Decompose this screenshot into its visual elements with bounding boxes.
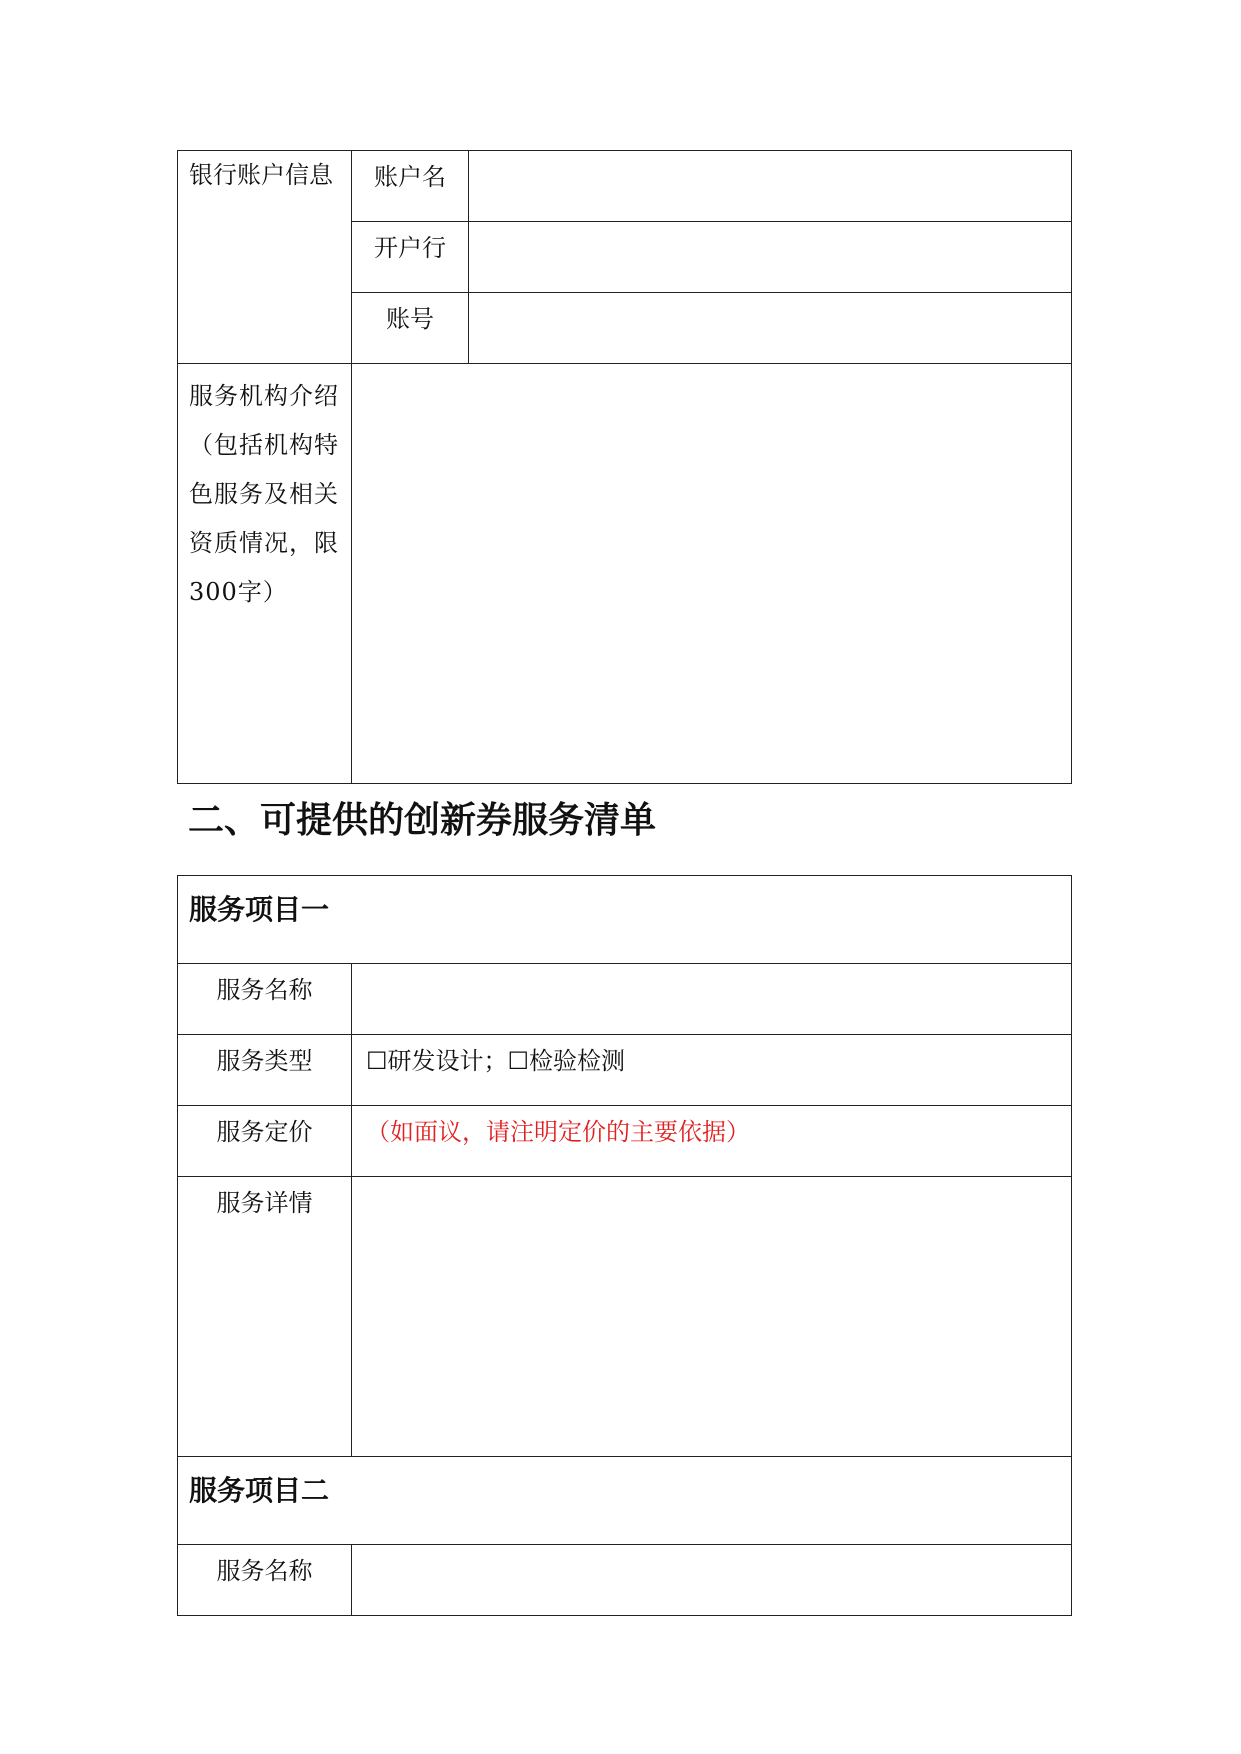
account-number-label: 账号 xyxy=(352,293,469,364)
service-type-options[interactable]: ☐研发设计；☐检验检测 xyxy=(352,1035,1072,1106)
org-intro-field[interactable] xyxy=(352,364,1072,784)
service-detail-field[interactable] xyxy=(352,1177,1072,1457)
service-list-table xyxy=(177,875,1072,1616)
service-name-field[interactable] xyxy=(352,964,1072,1035)
project-one-title: 服务项目一 xyxy=(178,876,1072,964)
service-name-label-2: 服务名称 xyxy=(178,1545,352,1616)
service-price-hint[interactable]: （如面议，请注明定价的主要依据） xyxy=(352,1106,1072,1177)
service-price-label: 服务定价 xyxy=(178,1106,352,1177)
bank-account-section-label: 银行账户信息 xyxy=(178,151,352,364)
service-type-label: 服务类型 xyxy=(178,1035,352,1106)
bank-label: 开户行 xyxy=(352,222,469,293)
account-number-field[interactable] xyxy=(469,293,1072,364)
project-two-title: 服务项目二 xyxy=(178,1457,1072,1545)
bank-field[interactable] xyxy=(469,222,1072,293)
service-name-label: 服务名称 xyxy=(178,964,352,1035)
account-name-label: 账户名 xyxy=(352,151,469,222)
org-info-table xyxy=(177,150,1072,784)
service-detail-label: 服务详情 xyxy=(178,1177,352,1457)
org-intro-label: 服务机构介绍（包括机构特色服务及相关资质情况，限300字） xyxy=(178,364,352,784)
account-name-field[interactable] xyxy=(469,151,1072,222)
service-name-field-2[interactable] xyxy=(352,1545,1072,1616)
section-heading: 二、可提供的创新券服务清单 xyxy=(188,800,657,841)
